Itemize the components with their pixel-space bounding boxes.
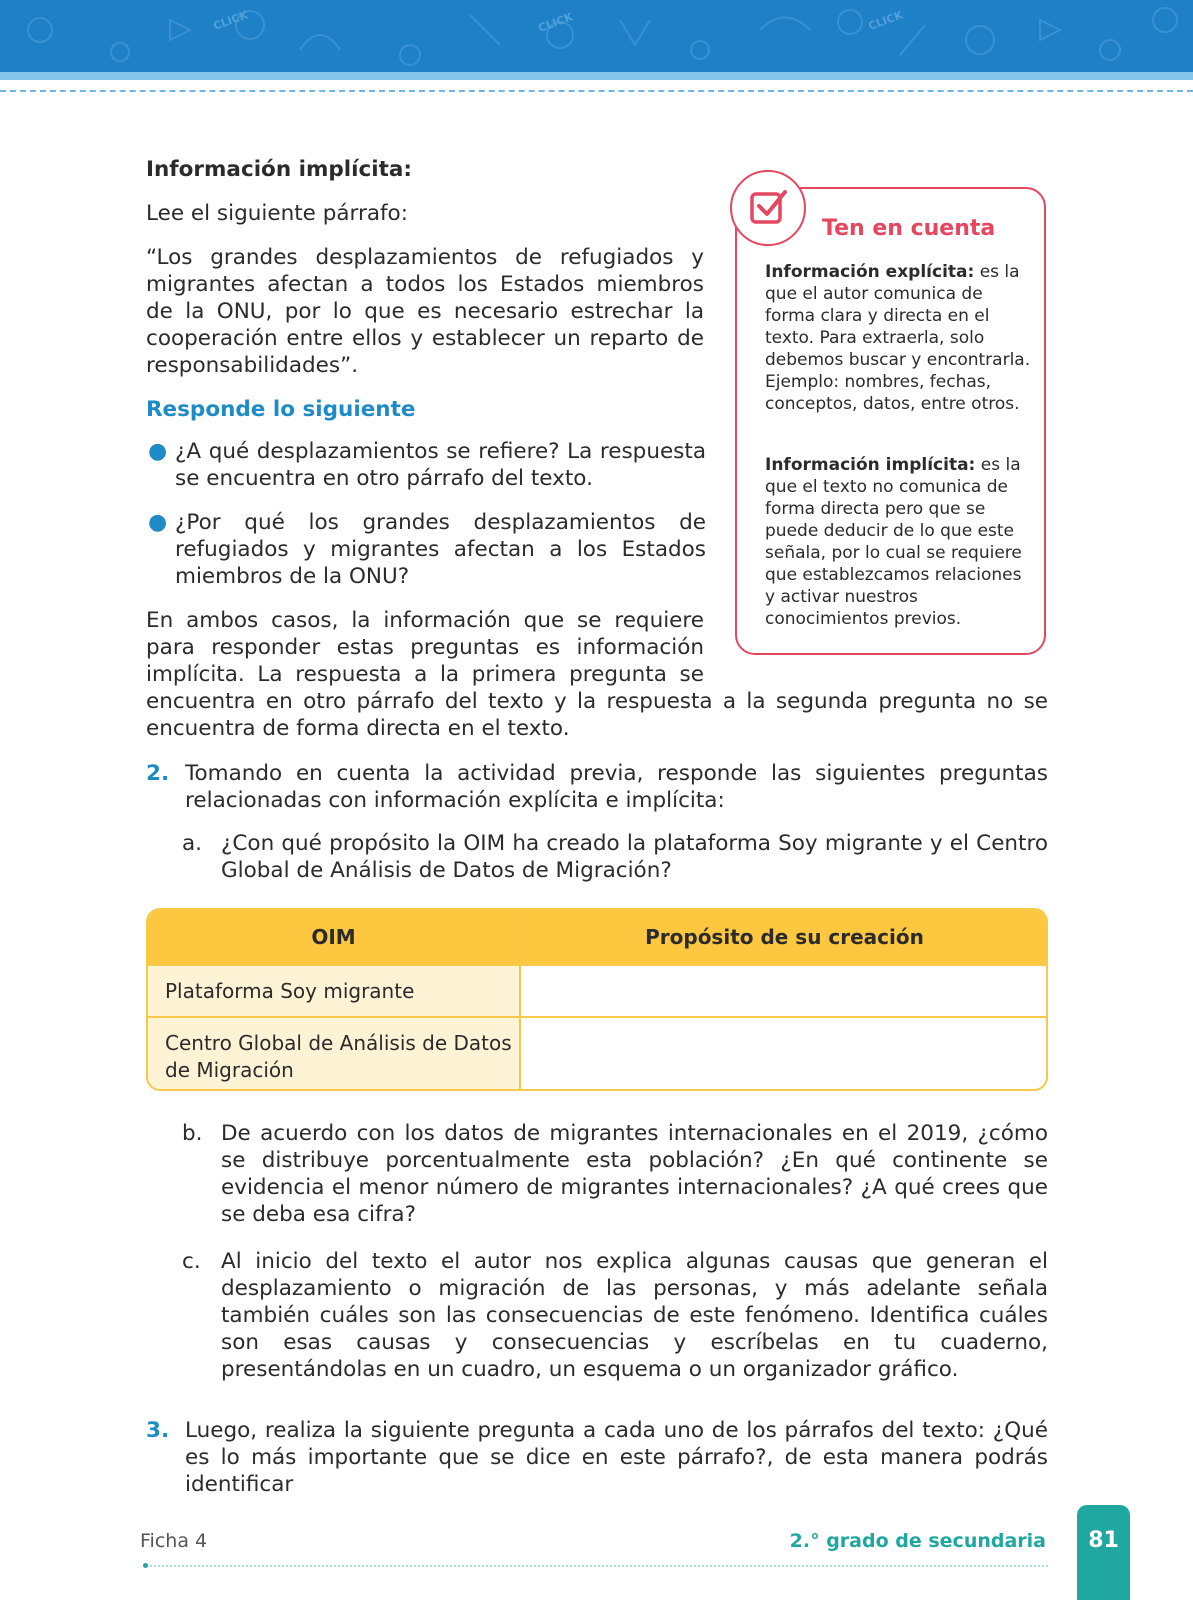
subitem-a-text: ¿Con qué propósito la OIM ha creado la plataforma Soy migrante y el Centro Global de Análisis de Datos de Migración? [221, 831, 1048, 883]
footer-grade-label: 2.° grado de secundaria [789, 1530, 1046, 1552]
section-heading: Información implícita: [146, 157, 413, 182]
subitem-c-text: Al inicio del texto el autor nos explica algunas causas que generan el desplazamiento o migración de las personas, y más adelante señala también cuáles son las consecuencias de este fenómeno. Identifica cuáles son esas causas y consecuencias y escríbelas en tu cuaderno, presentándolas en un cuadro, un esquema o un organizador gráfico. [221, 1249, 1048, 1382]
tip-implicit-definition [765, 454, 1035, 630]
footer-dot [143, 1563, 148, 1568]
oim-purpose-table [146, 908, 1048, 1091]
footer-dotted-line [146, 1565, 1048, 1567]
tip-implicit-text: es la que el texto no comunica de forma directa pero que se puede deducir de lo que este señala, por lo cual se requiere que establezcamos relaciones y activar nuestros conocimientos previos. [765, 455, 1022, 629]
doodle-word-3: CLICK [866, 8, 905, 33]
quoted-paragraph: “Los grandes desplazamientos de refugiados y migrantes afectan a todos los Estados miembros de la ONU, por lo que es necesario estrechar la cooperación entre ellos y establecer un reparto de responsabilidades”. [146, 245, 704, 378]
item-number-3: 3. [146, 1418, 170, 1443]
tip-implicit-term: Información implícita: [765, 455, 976, 475]
subitem-letter-a: a. [182, 831, 203, 856]
table-header-purpose: Propósito de su creación [521, 910, 1048, 964]
conclusion-paragraph-part1: En ambos casos, la información que se requiere para responder estas preguntas es información implícita. La respuesta a la primera pregunta se [146, 608, 704, 687]
bullet-text: ¿A qué desplazamientos se refiere? La respuesta se encuentra en otro párrafo del texto. [175, 439, 706, 491]
tip-title: Ten en cuenta [822, 216, 996, 241]
doodle-pattern [0, 0, 1193, 72]
table-answer-cell[interactable] [521, 1018, 1048, 1091]
header-stripe [0, 72, 1193, 80]
doodle-word-2: CLICK [536, 10, 575, 35]
item-number-2: 2. [146, 761, 170, 786]
subitem-letter-b: b. [182, 1121, 203, 1146]
instruction-text: Lee el siguiente párrafo: [146, 201, 408, 226]
tip-icon-badge [730, 170, 806, 246]
doodle-word-1: CLICK [211, 8, 250, 33]
tip-explicit-text: es la que el autor comunica de forma clara y directa en el texto. Para extraerla, solo debemos buscar y encontrarla. Ejemplo: nombres, fechas, conceptos, datos, entre otros. [765, 262, 1031, 414]
header-dashed-divider [0, 90, 1193, 92]
checkbox-icon [748, 186, 790, 228]
tip-explicit-term: Información explícita: [765, 262, 975, 282]
page-number: 81 [1088, 1528, 1119, 1553]
item-2-text: Tomando en cuenta la actividad previa, responde las siguientes preguntas relacionadas con información explícita e implícita: [185, 761, 1048, 813]
bullet-item [148, 438, 706, 492]
item-3-text: Luego, realiza la siguiente pregunta a cada uno de los párrafos del texto: ¿Qué es lo más importante que se dice en este párrafo?, de esta manera podrás identificar [185, 1418, 1048, 1497]
header-band [0, 0, 1193, 72]
table-row-label: Plataforma Soy migrante [148, 966, 519, 1016]
conclusion-paragraph-part2: encuentra en otro párrafo del texto y la respuesta a la segunda pregunta no se encuentra de forma directa en el texto. [146, 689, 1048, 741]
bullet-item [148, 509, 706, 590]
subitem-b-text: De acuerdo con los datos de migrantes internacionales en el 2019, ¿cómo se distribuye porcentualmente esta población? ¿En qué continente se evidencia el menor número de migrantes internacionales? ¿A qué crees que se deba esa cifra? [221, 1121, 1048, 1227]
bullet-dot-icon: ● [148, 439, 168, 464]
table-header-oim: OIM [148, 910, 519, 964]
respond-heading: Responde lo siguiente [146, 397, 416, 422]
bullet-text: ¿Por qué los grandes desplazamientos de refugiados y migrantes afectan a los Estados miembros de la ONU? [175, 510, 706, 589]
tip-explicit-definition [765, 261, 1035, 415]
table-row-label: Centro Global de Análisis de Datos de Migración [148, 1018, 519, 1091]
footer-unit-label: Ficha 4 [140, 1530, 208, 1552]
bullet-dot-icon: ● [148, 510, 168, 535]
subitem-letter-c: c. [182, 1249, 201, 1274]
table-answer-cell[interactable] [521, 966, 1048, 1016]
